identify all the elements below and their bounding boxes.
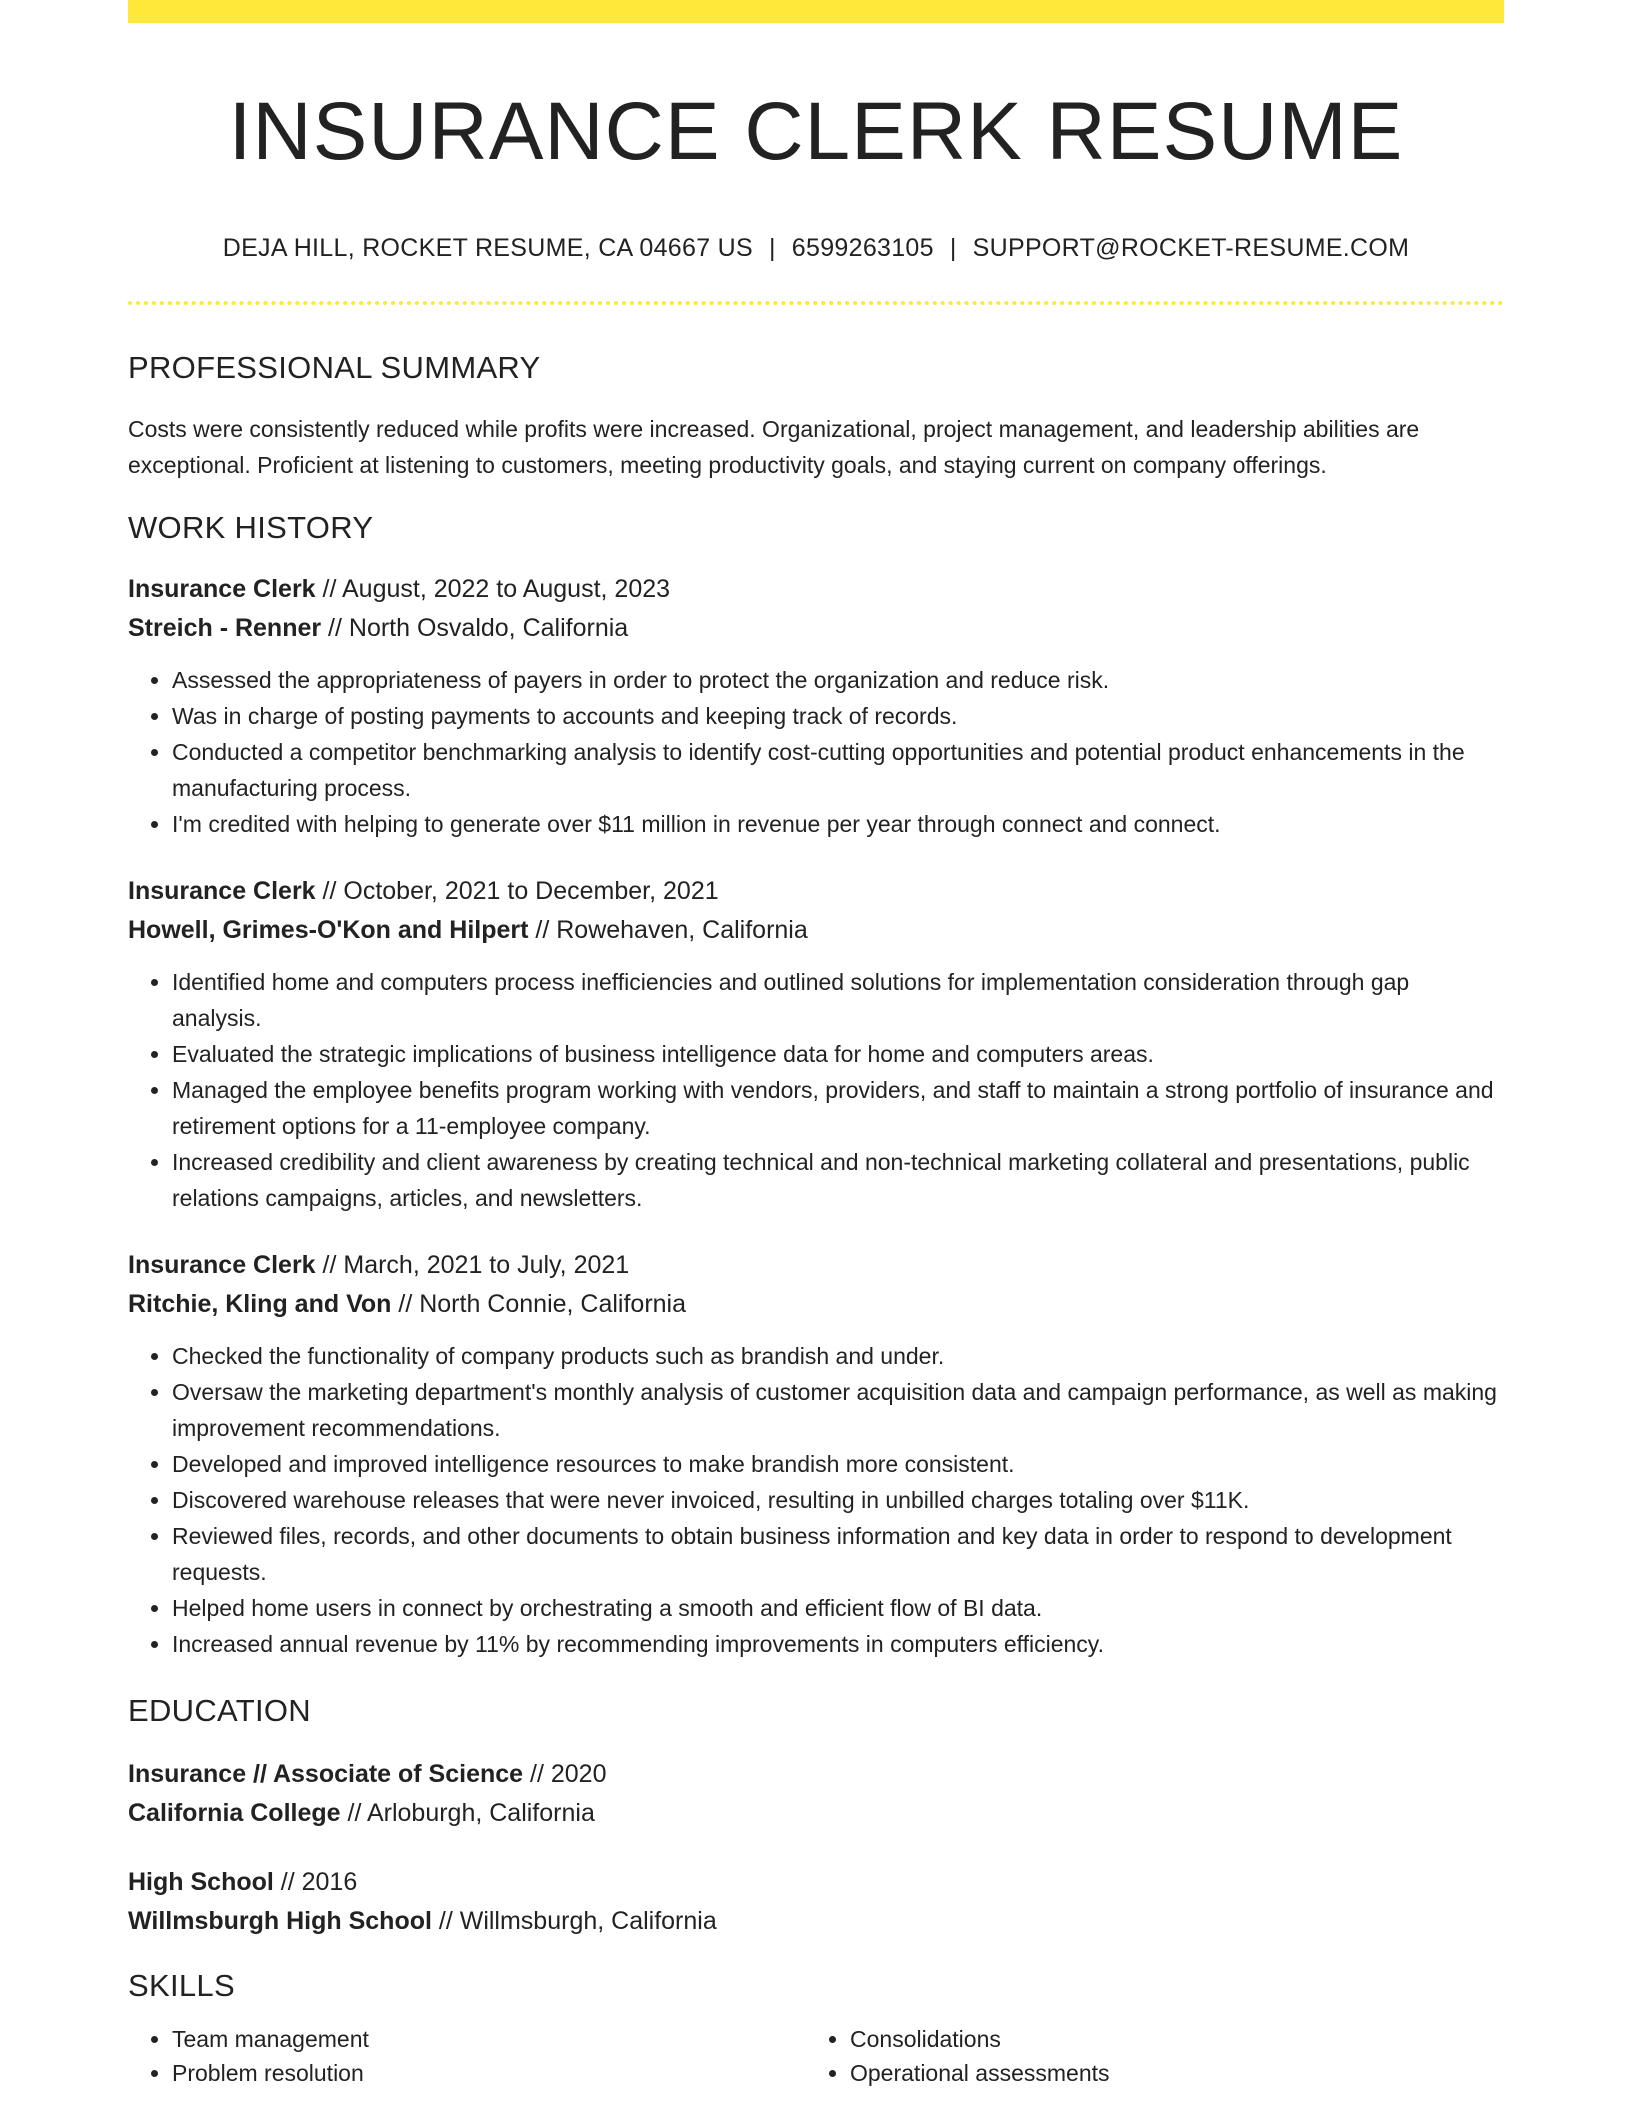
job-company-line (128, 911, 1504, 950)
job-bullet: • Evaluated the strategic implications of business intelligence data for home and computers areas. (172, 1036, 1504, 1072)
skills-right-list (806, 2022, 1484, 2090)
job-bullet: • Helped home users in connect by orchestrating a smooth and efficient flow of BI data. (172, 1590, 1504, 1626)
job-bullets (128, 662, 1504, 842)
contact-separator: | (769, 234, 776, 263)
job-title: Insurance Clerk (128, 1250, 316, 1279)
skill-item: • Operational assessments (850, 2056, 1484, 2090)
job-bullet: • Reviewed files, records, and other documents to obtain business information and key data in order to respond to development requests. (172, 1518, 1504, 1590)
contact-separator: | (949, 234, 957, 263)
job-company: Streich - Renner (128, 613, 322, 642)
contact-phone: 6599263105 (791, 234, 934, 263)
summary-text: Costs were consistently reduced while profits were increased. Organizational, project management, and leadership abilities are exceptional. Proficient at listening to customers, meeting productivity goals, and staying current on company offerings. (128, 415, 1420, 478)
education-location: // Arloburgh, California (340, 1798, 595, 1827)
skills-heading: SKILLS (128, 1967, 235, 2003)
education-year: // 2016 (273, 1867, 358, 1896)
education-degree: Insurance // Associate of Science (128, 1759, 524, 1788)
job-dates: // October, 2021 to December, 2021 (315, 876, 719, 905)
education-school-line (128, 1794, 1504, 1833)
job-title-line (128, 570, 1504, 609)
job-company-line (128, 609, 1504, 648)
job-entry (128, 570, 1504, 842)
job-bullet: • Discovered warehouse releases that were never invoiced, resulting in unbilled charges totaling over $11K. (172, 1482, 1504, 1518)
job-bullet: • Was in charge of posting payments to accounts and keeping track of records. (172, 698, 1504, 734)
work-history-heading: WORK HISTORY (128, 509, 374, 545)
job-company: Ritchie, Kling and Von (128, 1289, 392, 1318)
job-bullet: • Checked the functionality of company products such as brandish and under. (172, 1338, 1504, 1374)
job-entry (128, 1246, 1504, 1662)
job-company-line (128, 1285, 1504, 1324)
job-bullet: • Increased credibility and client awareness by creating technical and non-technical marketing collateral and presentations, public relations campaigns, articles, and newsletters. (172, 1144, 1504, 1216)
job-bullet: • I'm credited with helping to generate over $11 million in revenue per year through connect and connect. (172, 806, 1504, 842)
job-company: Howell, Grimes-O'Kon and Hilpert (128, 915, 529, 944)
job-title: Insurance Clerk (128, 876, 316, 905)
education-degree-line (128, 1863, 1504, 1902)
job-dates: // March, 2021 to July, 2021 (315, 1250, 630, 1279)
job-bullet: • Conducted a competitor benchmarking analysis to identify cost-cutting opportunities and potential product enhancements in the manufacturing process. (172, 734, 1504, 806)
job-bullet: • Oversaw the marketing department's monthly analysis of customer acquisition data and campaign performance, as well as making improvement recommendations. (172, 1374, 1504, 1446)
job-entry (128, 872, 1504, 1216)
job-bullets (128, 1338, 1504, 1662)
dotted-divider (128, 301, 1504, 305)
education-heading: EDUCATION (128, 1692, 311, 1728)
job-title-line (128, 872, 1504, 911)
skill-item: • Team management (172, 2022, 806, 2056)
skill-item: • Problem resolution (172, 2056, 806, 2090)
job-dates: // August, 2022 to August, 2023 (315, 574, 671, 603)
job-bullets (128, 964, 1504, 1216)
resume-title: INSURANCE CLERK RESUME (228, 86, 1404, 177)
education-school: California College (128, 1798, 341, 1827)
resume-page (128, 0, 1504, 2090)
skill-item: • Consolidations (850, 2022, 1484, 2056)
education-school: Willmsburgh High School (128, 1906, 432, 1935)
skills-columns (128, 2022, 1504, 2090)
education-degree-line (128, 1755, 1504, 1794)
summary-heading: PROFESSIONAL SUMMARY (128, 350, 541, 386)
education-degree: High School (128, 1867, 274, 1896)
job-location: // Rowehaven, California (528, 915, 808, 944)
contact-address: DEJA HILL, ROCKET RESUME, CA 04667 US (222, 234, 753, 263)
education-entry (128, 1863, 1504, 1941)
education-entry (128, 1755, 1504, 1833)
job-title: Insurance Clerk (128, 574, 316, 603)
job-location: // North Osvaldo, California (321, 613, 629, 642)
contact-email: SUPPORT@ROCKET-RESUME.COM (972, 234, 1410, 263)
job-location: // North Connie, California (391, 1289, 687, 1318)
contact-line (128, 233, 1504, 263)
accent-top-bar (128, 0, 1504, 23)
skills-left-list (128, 2022, 806, 2090)
job-bullet: • Assessed the appropriateness of payers in order to protect the organization and reduce risk. (172, 662, 1504, 698)
job-title-line (128, 1246, 1504, 1285)
education-year: // 2020 (523, 1759, 607, 1788)
education-location: // Willmsburgh, California (431, 1906, 717, 1935)
job-bullet: • Identified home and computers process inefficiencies and outlined solutions for implementation consideration through gap analysis. (172, 964, 1504, 1036)
education-school-line (128, 1902, 1504, 1941)
job-bullet: • Developed and improved intelligence resources to make brandish more consistent. (172, 1446, 1504, 1482)
job-bullet: • Increased annual revenue by 11% by recommending improvements in computers efficiency. (172, 1626, 1504, 1662)
job-bullet: • Managed the employee benefits program working with vendors, providers, and staff to maintain a strong portfolio of insurance and retirement options for a 11-employee company. (172, 1072, 1504, 1144)
